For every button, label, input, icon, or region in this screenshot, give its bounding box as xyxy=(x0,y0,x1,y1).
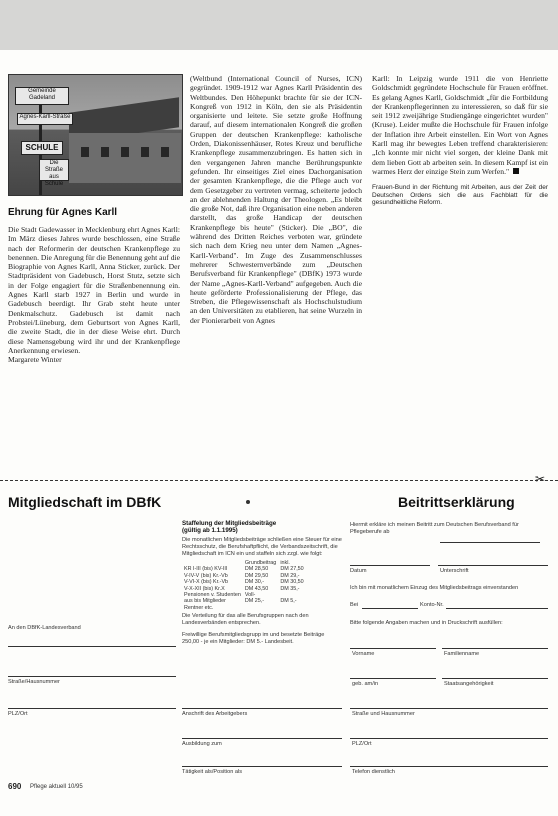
article-heading: Ehrung für Agnes Karll xyxy=(8,207,118,218)
start-date-field[interactable] xyxy=(440,542,540,543)
fee-note-2: Freiwillige Berufsmitgliedsgrupp im und besetzte Beiträge 250,00 - je ein Mitglieder: DM 5.- Landesbeit. xyxy=(182,632,325,646)
details-instruction: Bitte folgende Angaben machen und in Druckschrift ausfüllen: xyxy=(350,620,503,626)
article-column-2 xyxy=(190,74,362,325)
photo-sign-4: Die Straße aus Schule xyxy=(39,159,69,181)
application-intro: Hiermit erkläre ich meinen Beitritt zum Deutschen Berufsverband für Pflegeberufe ab xyxy=(350,522,519,535)
membership-title: Mitgliedschaft im DBfK xyxy=(8,494,162,510)
fee-row: V-X-XII (bis) Kr.X DM 43,50 DM 35,- xyxy=(184,585,300,592)
fee-row: V-VI-X (bis) Kr.-Vb DM 30,- DM 30,50 xyxy=(184,579,304,586)
article-col2-text: (Weltbund (International Council of Nurses, ICN) gegründet. 1909-1912 war Agnes Karll Präsidentin des Weltbundes. Den Höhepunkt brachte für sie der ICN-Kongreß von 1912 in Köln, den sie als Präsidentin organisierte und leitete. Sie setzte große Hoffnung darauf, auf diesem internationalen Kongreß die großen Gruppen der deutschen Krankenpflege: katholische Orden, Diakonissenhäuser, Rotes Kreuz und berufliche Krankenpflege zusammenzubringen. Es hatten sich in den vergangenen Jahren manche Berührungspunkte gefunden. Ihr einseitiges Ziel eines Dachorganisation der gesamten Krankenpflege, die die Pflege auch vor dem Gesetzgeber zu vertreten vermag, scheiterte jedoch an der ablehnenden Haltung der Theologen. „Es bleibt die große Not, daß ihre Organisation eine neben anderen darstellt, das große Handicap der deutschen Krankenpflege bis heute" (Sticker). Die „BO", die während des Dritten Reiches verboten war, gründete sich nach dem Krieg neu unter dem Namen „Agnes-Karll-Verband". Im Zuge des Zusammenschlusses mehrerer Schwesternverbände zum „Deutschen Berufsverband für Krankenpflege" (DBfK) 1973 wurde der Name „Agnes-Karll-Verband" aufgegeben. Auch die heute geförderte Professionalisierung der Pflege, das Streben, die Pflegewissenschaft als Hochschulstudium an den Universitäten zu etablieren, hat seine Wurzeln in der Pionierarbeit von Agnes xyxy=(190,74,362,325)
fee-row: Rentner etc. xyxy=(184,604,214,611)
fee-head-cell: Grundbeitrag xyxy=(244,560,277,566)
address-line-3[interactable] xyxy=(8,708,176,709)
article-col3-body: Karll: In Leipzig wurde 1911 die von Henriette Goldschmidt gegründete Hochschule für Frauen eröffnet. Es gelang Agnes Karll, Goldschmidt „für die Fortbildung der Krankenpflegerinnen zu interessieren, so daß für sie seit 1912 zweijährige Studiengänge eingerichtet wurden" (Kruse). Leider mußte die Hochschule für Frauen infolge der Inflation ihre Arbeit einstellen. Ein Wort von Agnes Karll mag ihr bewegtes Leben treffend charakterisieren: „Ich konnte mir nicht viel sorgen, der kleine Dank mit dem lieben Gott ab arbeiten sein. In diesem Kampf ist ein warmes Herz der einzige Stein zum Werfen." xyxy=(372,74,548,176)
plz-field[interactable] xyxy=(350,738,548,739)
fee-schedule xyxy=(182,520,342,646)
article-col3-note: Frauen-Bund in der Richtung mit Arbeiten, aus der Zeit der Deutschen Ordens sich die aus Fachblatt für die gesundheitliche Reform. xyxy=(372,184,548,207)
article-col1-author: Margarete Winter xyxy=(8,355,62,365)
date-label: Datum xyxy=(350,568,367,574)
scissors-icon: ✂ xyxy=(535,472,546,486)
plz-label: PLZ/Ort xyxy=(8,711,28,717)
plz-field-label: PLZ/Ort xyxy=(352,741,372,747)
phone-label: Telefon dienstlich xyxy=(352,769,395,775)
street-field[interactable] xyxy=(350,708,548,709)
position-line[interactable] xyxy=(182,766,342,767)
fee-table xyxy=(182,560,306,611)
to-label: An den DBfK-Landesverband xyxy=(8,625,81,631)
signature-field[interactable] xyxy=(438,565,548,566)
street-field-label: Straße und Hausnummer xyxy=(352,711,415,717)
fee-row: Pensionen v. Studenten Voll- xyxy=(184,592,256,599)
fee-subtitle: (gültig ab 1.1.1995) xyxy=(182,527,238,534)
employer-line[interactable] xyxy=(182,708,342,709)
bank-label: Bei xyxy=(350,602,359,608)
training-label: Ausbildung zum xyxy=(182,741,222,747)
training-line[interactable] xyxy=(182,738,342,739)
first-name-label: Vorname xyxy=(352,651,375,657)
page-number: 690 xyxy=(8,782,22,791)
article-col1-text: Die Stadt Gadewasser in Mecklenburg ehrt Agnes Karll: Im März dieses Jahres wurde beschlossen, eine Straße nach der Reformerin der deutschen Krankenpflege zu benennen. Die Anregung für die Benennung geht auf die Biographie von Agnes Karll, Anna Sticker, zurück. Der Stadtpräsident von Gadebusch, Horst Stutz, setzte sich in der Folge engagiert für die Straßenbenennung ein. Agnes Karll starb 1927 in Berlin und wurde in Gadebusch beerdigt. Ihr Grab steht heute unter Denkmalschutz. Gadebusch ist damit nach Probstei/Lüneburg, dem Geburtsort von Agnes Karll, die zweite Stadt, die in der diese Weise ehrt. Durch diese Namensgebung wird ihr und der Krankenpflege Anerkennung erwiesen. xyxy=(8,225,180,355)
account-label: Konto-Nr. xyxy=(420,602,444,608)
birth-label: geb. am/in xyxy=(352,681,379,687)
end-of-article-icon xyxy=(513,168,519,174)
photo-sign-2: Agnes-Karll-Straße xyxy=(17,113,73,125)
fee-note: Die Verteilung für das alle Berufsgruppen nach den Landesverbänden entsprechen. xyxy=(182,613,309,627)
fee-title: Staffelung der Mitgliedsbeiträge xyxy=(182,520,277,527)
article-column-3 xyxy=(372,74,548,207)
nationality-label: Staatsangehörigkeit xyxy=(444,681,494,687)
fee-row: KR I-III (bis) KV-III DM 28,50 DM 27,50 xyxy=(184,566,304,573)
fee-row: aus bis Mitglieder DM 25,- DM 5,- xyxy=(184,598,297,605)
direct-debit-label: Ich bin mit monatlichem Einzug des Mitgliedsbeitrags einverstanden xyxy=(350,585,519,591)
account-field[interactable] xyxy=(446,608,548,609)
fee-head-cell: inkl. xyxy=(280,560,290,566)
fee-intro: Die monatlichen Mitgliedsbeiträge schließen eine Steuer für eine Rechtsschutz, die Berufshaftpflicht, die Verbandszeitschrift, die Mitgliedschaft im ICN ein und staffeln sich zzgl. wie folgt: xyxy=(182,537,342,557)
last-name-field[interactable] xyxy=(442,648,548,649)
magazine-name: Pflege aktuell 10/95 xyxy=(30,784,83,790)
photo-sign-1: Gemeinde Gadeland xyxy=(15,87,69,105)
address-line-1[interactable] xyxy=(8,646,176,647)
cut-line xyxy=(0,480,558,481)
article-col3-text xyxy=(372,74,548,176)
street-label: Straße/Hausnummer xyxy=(8,679,60,685)
phone-field[interactable] xyxy=(350,766,548,767)
address-line-2[interactable] xyxy=(8,676,176,677)
photo-sign-3: SCHULE xyxy=(21,141,63,155)
article-column-1 xyxy=(8,225,180,364)
employer-label: Anschrift des Arbeitgebers xyxy=(182,711,248,717)
last-name-label: Familienname xyxy=(444,651,480,657)
position-label: Tätigkeit als/Position als xyxy=(182,769,243,775)
nationality-field[interactable] xyxy=(442,678,548,679)
top-gray-band xyxy=(0,0,558,50)
birth-field[interactable] xyxy=(350,678,436,679)
signature-label: Unterschrift xyxy=(440,568,469,574)
first-name-field[interactable] xyxy=(350,648,436,649)
street-sign-photo xyxy=(8,74,183,196)
separator-dot xyxy=(246,500,250,504)
fee-row: V-IV-V (bis) Kr.-Vb DM 29,50 DM 29,- xyxy=(184,572,300,579)
bank-field[interactable] xyxy=(362,608,418,609)
date-field[interactable] xyxy=(350,565,430,566)
application-title: Beitrittserklärung xyxy=(398,494,515,510)
